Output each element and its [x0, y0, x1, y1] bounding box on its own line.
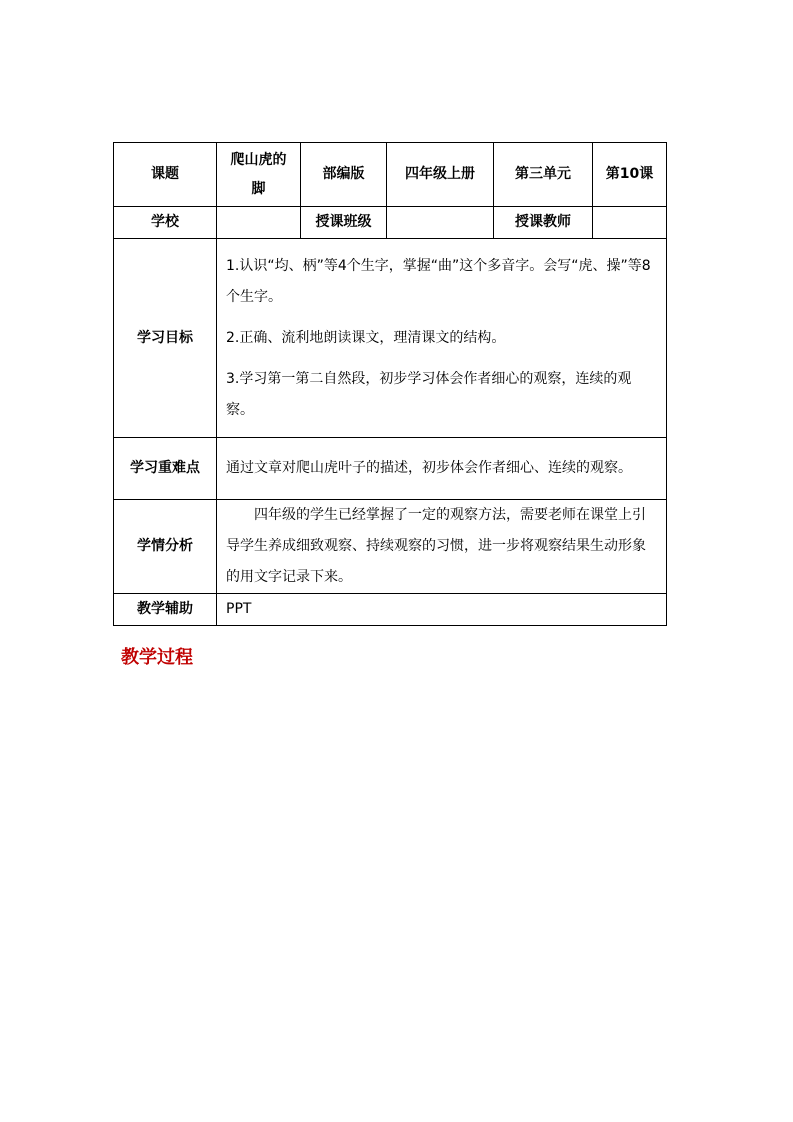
- key-points-text: 通过文章对爬山虎叶子的描述，初步体会作者细心、连续的观察。: [226, 460, 632, 476]
- topic-value-line1: 爬山虎的: [230, 151, 287, 168]
- key-points-content: [217, 438, 667, 500]
- school-value: [217, 207, 301, 239]
- aids-label: 教学辅助: [114, 594, 217, 626]
- key-points-label: 学习重难点: [114, 438, 217, 500]
- edition-cell: 部编版: [301, 143, 387, 207]
- school-label: 学校: [114, 207, 217, 239]
- analysis-text: 四年级的学生已经掌握了一定的观察方法，需要老师在课堂上引导学生养成细致观察、持续观察的习惯，进一步将观察结果生动形象的用文字记录下来。: [226, 507, 646, 585]
- objectives-row: [114, 239, 667, 438]
- lesson-plan-table: [113, 142, 667, 626]
- aids-value: PPT: [217, 594, 667, 626]
- objectives-content: [217, 239, 667, 438]
- unit-cell: 第三单元: [494, 143, 593, 207]
- class-value: [387, 207, 494, 239]
- objective-item-1: 1.认识“均、柄”等4个生字，掌握“曲”这个多音字。会写“虎、操”等8个生字。: [226, 257, 651, 305]
- aids-row: [114, 594, 667, 626]
- topic-value: [217, 143, 301, 207]
- analysis-label: 学情分析: [114, 500, 217, 594]
- objective-item-3: 3.学习第一第二自然段，初步学习体会作者细心的观察，连续的观察。: [226, 370, 632, 418]
- class-label: 授课班级: [301, 207, 387, 239]
- teaching-process-heading: 教学过程: [121, 647, 193, 668]
- grade-cell: 四年级上册: [387, 143, 494, 207]
- lesson-cell: 第10课: [593, 143, 667, 207]
- info-row: [114, 207, 667, 239]
- teacher-label: 授课教师: [494, 207, 593, 239]
- analysis-row: [114, 500, 667, 594]
- topic-value-line2: 脚: [251, 180, 266, 197]
- analysis-content: [217, 500, 667, 594]
- topic-label: 课题: [114, 143, 217, 207]
- objectives-label: 学习目标: [114, 239, 217, 438]
- key-points-row: [114, 438, 667, 500]
- header-row: [114, 143, 667, 207]
- objective-item-2: 2.正确、流利地朗读课文，理清课文的结构。: [226, 329, 506, 346]
- teacher-value: [593, 207, 667, 239]
